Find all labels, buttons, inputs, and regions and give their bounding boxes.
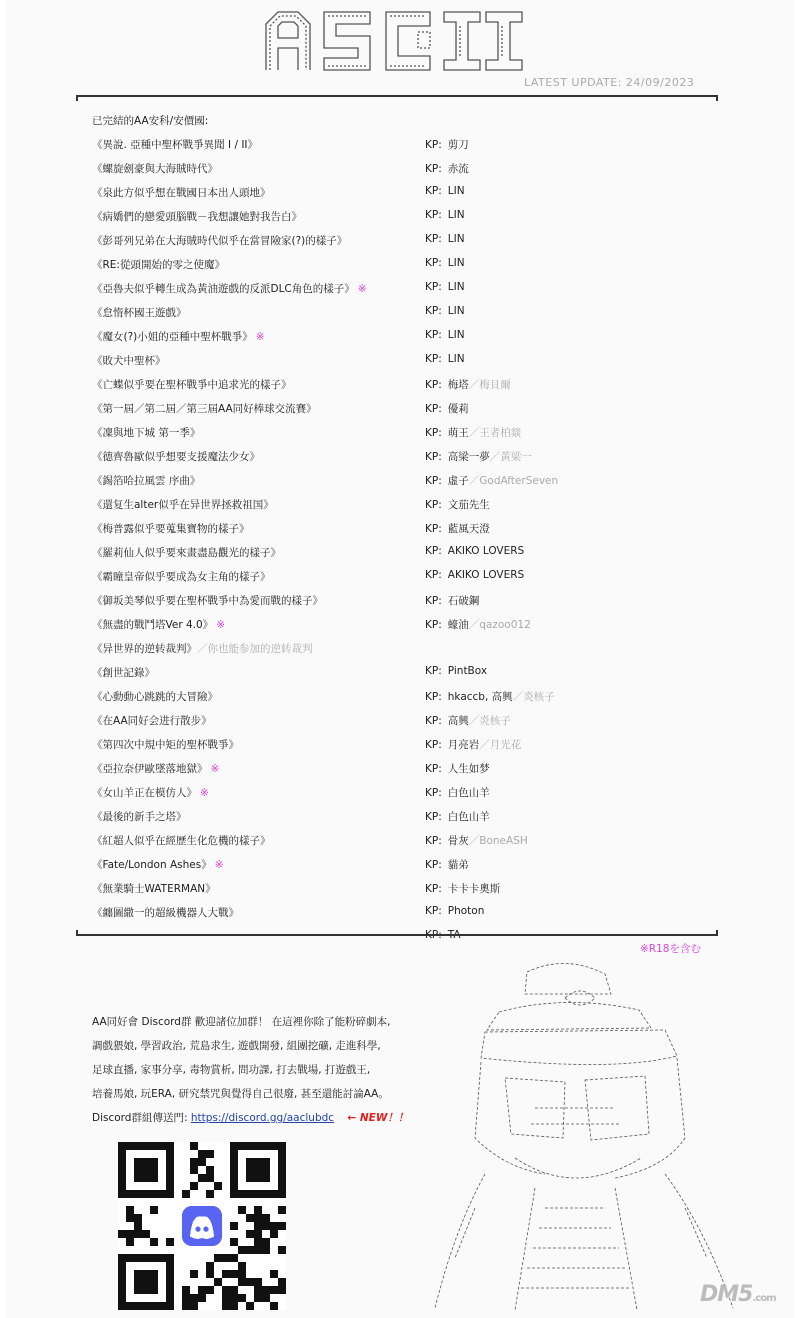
entry-title-text: 《梅普露似乎要蒐集寶物的樣子》: [92, 523, 250, 535]
author-name: LIN: [447, 257, 465, 269]
list-item: [0, 905, 800, 929]
entry-author: [425, 569, 524, 581]
kp-label: KP:: [425, 569, 442, 581]
entry-title-text: 《螺旋劍豪與大海賊時代》: [92, 163, 218, 175]
entry-title[interactable]: [92, 473, 200, 488]
r18-mark: ※: [214, 859, 224, 871]
kp-label: KP:: [425, 715, 442, 727]
list-item: [0, 185, 800, 209]
entry-author: [425, 689, 555, 704]
entry-title-text: 《創世記錄》: [92, 667, 155, 679]
entry-title-text: 《亞拉奈伊歐墜落地獄》: [92, 763, 208, 775]
entry-author: [425, 737, 521, 752]
list-item: [0, 737, 800, 761]
author-name: 優莉: [447, 403, 469, 415]
entry-title[interactable]: [92, 521, 250, 536]
entry-author: [425, 761, 490, 776]
author-alias: ／炎核子: [512, 691, 555, 703]
ascii-art-illustration: [415, 958, 745, 1310]
entry-subtitle-text: 你也能参加的逆转裁判: [207, 643, 313, 655]
author-alias: ／qazoo012: [468, 619, 531, 631]
entry-author: [425, 617, 531, 632]
entry-title[interactable]: [92, 809, 187, 824]
entry-title-text: 《德齊魯歐似乎想要支援魔法少女》: [92, 451, 260, 463]
entry-author: [425, 809, 490, 824]
entry-title-text: 《御坂美琴似乎要在聖杯戰爭中為愛而戰的樣子》: [92, 595, 323, 607]
list-item: [0, 713, 800, 737]
discord-line-4: 培養馬娘, 玩ERA, 研究禁咒與覺得自己很廢, 甚至還能討論AA。: [92, 1088, 389, 1100]
author-alias-text: 炎核子: [479, 715, 511, 727]
entry-title[interactable]: [92, 545, 281, 560]
entry-title[interactable]: [92, 737, 239, 752]
author-alias-text: 炎核子: [523, 691, 555, 703]
author-alias-text: 王者柏燚: [479, 427, 522, 439]
author-name: 石破鋼: [447, 595, 480, 607]
entry-author: [425, 881, 500, 896]
entry-title[interactable]: [92, 497, 274, 512]
entry-title[interactable]: [92, 857, 224, 872]
entry-subtitle: ／你也能参加的逆转裁判: [197, 643, 313, 655]
entry-title-text: 《霸瞳皇帝似乎要成為女主角的樣子》: [92, 571, 271, 583]
author-name: LIN: [447, 353, 465, 365]
entry-title[interactable]: [92, 617, 225, 632]
author-alias-text: BoneASH: [479, 835, 528, 847]
author-alias-text: 月光花: [489, 739, 522, 751]
entry-author: [425, 233, 465, 245]
entry-title[interactable]: [92, 425, 200, 440]
entry-title-text: 《無業騎士WATERMAN》: [92, 883, 216, 895]
top-divider: [76, 95, 718, 97]
entry-title[interactable]: [92, 713, 212, 728]
kp-label: KP:: [425, 427, 442, 439]
kp-label: KP:: [425, 595, 442, 607]
entry-title[interactable]: [92, 353, 166, 368]
entry-author: [425, 857, 469, 872]
list-item: [0, 497, 800, 521]
kp-label: KP:: [425, 883, 442, 895]
entry-title-text: 《第四次中規中矩的聖杯戰爭》: [92, 739, 239, 751]
author-name: 貓弟: [447, 859, 469, 871]
author-alias-text: 梅貝爾: [479, 379, 511, 391]
author-name: 虛子: [447, 475, 469, 487]
kp-label: KP:: [425, 353, 442, 365]
r18-mark: ※: [255, 331, 265, 343]
entry-title-text: 《第一屆／第二屆／第三屆AA同好棒球交流賽》: [92, 403, 317, 415]
discord-qr-code[interactable]: [118, 1142, 286, 1310]
author-name: 白色山羊: [447, 787, 490, 799]
entry-author: [425, 257, 465, 269]
author-name: 高興: [447, 715, 469, 727]
list-item: [0, 137, 800, 161]
list-item: [0, 233, 800, 257]
entry-author: [425, 185, 465, 197]
discord-logo-icon: [182, 1206, 222, 1246]
entry-title-text: 《最後的新手之塔》: [92, 811, 187, 823]
entry-author: [425, 785, 490, 800]
list-item: [0, 257, 800, 281]
author-name: 梅塔: [447, 379, 469, 391]
watermark-brand: DM5: [700, 1282, 753, 1307]
kp-label: KP:: [425, 739, 442, 751]
author-alias: ／月光花: [479, 739, 522, 751]
entry-title-text: 《敗犬中聖杯》: [92, 355, 166, 367]
author-name: 骨灰: [447, 835, 469, 847]
entry-title[interactable]: [92, 665, 155, 680]
list-item: [0, 329, 800, 353]
discord-invite-link[interactable]: https://discord.gg/aaclubdc: [190, 1112, 335, 1124]
author-name: 蠔油: [447, 619, 469, 631]
discord-link-label: Discord群組傳送門:: [92, 1112, 188, 1124]
kp-label: KP:: [425, 811, 442, 823]
entry-author: [425, 305, 465, 317]
entry-author: [425, 329, 465, 341]
latest-update: LATEST UPDATE: 24/09/2023: [524, 76, 695, 89]
entry-author: [425, 497, 490, 512]
author-name: AKIKO LOVERS: [447, 545, 525, 557]
list-item: [0, 209, 800, 233]
entry-title-text: 《女山羊正在模仿人》: [92, 787, 197, 799]
entry-title[interactable]: [92, 377, 292, 392]
list-item: [0, 473, 800, 497]
author-alias-text: GodAfterSeven: [479, 475, 559, 487]
r18-mark: ※: [357, 283, 367, 295]
author-name: LIN: [447, 209, 465, 221]
entry-title-text: 《泉此方似乎想在戰國日本出人頭地》: [92, 187, 271, 199]
list-item: [0, 761, 800, 785]
entry-title-text: 《RE:從頭開始的零之使魔》: [92, 259, 225, 271]
list-item: [0, 281, 800, 305]
list-item: [0, 401, 800, 425]
kp-label: KP:: [425, 209, 442, 221]
entry-title-text: 《Fate/London Ashes》: [92, 859, 212, 871]
entry-title[interactable]: [92, 233, 347, 248]
entry-title[interactable]: [92, 449, 260, 464]
author-name: AKIKO LOVERS: [447, 569, 525, 581]
author-name: 文茄先生: [447, 499, 490, 511]
entry-author: [425, 521, 490, 536]
kp-label: KP:: [425, 905, 442, 917]
r18-mark: ※: [200, 787, 209, 799]
watermark-logo: [700, 1282, 776, 1307]
kp-label: KP:: [425, 665, 442, 677]
entry-author: [425, 665, 487, 677]
list-item: [0, 689, 800, 713]
entry-title-text: 《還复生alter似乎在异世界拯救祖国》: [92, 499, 274, 511]
author-alias-text: qazoo012: [479, 619, 531, 631]
entry-title[interactable]: [92, 281, 367, 296]
kp-label: KP:: [425, 403, 442, 415]
author-alias: ／GodAfterSeven: [468, 475, 559, 487]
entry-title-text: 《亞魯夫似乎轉生成為黃油遊戲的反派DLC角色的樣子》: [92, 283, 355, 295]
kp-label: KP:: [425, 619, 442, 631]
kp-label: KP:: [425, 787, 442, 799]
discord-line-1: AA同好會 Discord群 歡迎諸位加群！ 在這裡你除了能粉碎劇本,: [92, 1016, 391, 1028]
author-alias-text: 黃梁一: [500, 451, 532, 463]
ascii-logo: [258, 8, 528, 74]
author-name: 人生如梦: [447, 763, 490, 775]
list-item: [0, 809, 800, 833]
entry-title-text: 《異說. 亞種中聖杯戰爭異聞 I / II》: [92, 139, 259, 151]
watermark-suffix: .com: [752, 1293, 776, 1304]
entry-title[interactable]: [92, 785, 209, 800]
entry-title[interactable]: [92, 833, 271, 848]
r18-note: ※R18を含む: [640, 943, 701, 955]
kp-label: KP:: [425, 185, 442, 197]
author-name: Photon: [447, 905, 485, 917]
entry-title[interactable]: [92, 209, 302, 224]
author-name: LIN: [447, 305, 465, 317]
entry-title[interactable]: [92, 305, 187, 320]
entry-author: [425, 281, 465, 293]
list-item: [0, 545, 800, 569]
entry-title[interactable]: [92, 257, 225, 272]
discord-link-row: [92, 1110, 408, 1125]
entry-title[interactable]: [92, 761, 219, 776]
kp-label: KP:: [425, 499, 442, 511]
r18-mark: ※: [216, 619, 225, 631]
author-name: 赤流: [447, 163, 469, 175]
entry-title[interactable]: [92, 689, 218, 704]
kp-label: KP:: [425, 329, 442, 341]
author-name: hkaccb, 高興: [447, 691, 513, 703]
kp-label: KP:: [425, 281, 442, 293]
kp-label: KP:: [425, 257, 442, 269]
author-name: LIN: [447, 329, 465, 341]
entry-title-text: 《羅莉仙人似乎要來畫盡島觀光的樣子》: [92, 547, 281, 559]
list-item: [0, 881, 800, 905]
author-alias: ／BoneASH: [468, 835, 528, 847]
author-name: 萌王: [447, 427, 469, 439]
entry-author: [425, 833, 528, 848]
list-item: [0, 785, 800, 809]
entry-author: [425, 377, 511, 392]
kp-label: KP:: [425, 545, 442, 557]
entry-title[interactable]: [92, 137, 258, 152]
entry-title-text: 《异世界的逆转裁判》: [92, 643, 197, 655]
list-heading: 已完結的AA安科/安價國:: [92, 115, 209, 127]
entry-title-text: 《彭哥列兄弟在大海賊時代似乎在當冒險家(?)的樣子》: [92, 235, 348, 247]
list-item: [0, 521, 800, 545]
kp-label: KP:: [425, 475, 442, 487]
kp-label: KP:: [425, 233, 442, 245]
list-item: [0, 569, 800, 593]
logo-text: ASCII: [258, 8, 261, 9]
entry-author: [425, 545, 524, 557]
entry-title-text: 《錫箔哈拉風雲 序曲》: [92, 475, 201, 487]
list-item: [0, 305, 800, 329]
kp-label: KP:: [425, 163, 442, 175]
kp-label: KP:: [425, 835, 442, 847]
kp-label: KP:: [425, 763, 442, 775]
entry-author: [425, 209, 465, 221]
entry-author: [425, 449, 532, 464]
author-name: 月亮岩: [447, 739, 480, 751]
entry-title[interactable]: [92, 881, 216, 896]
list-item: [0, 353, 800, 377]
author-name: 白色山羊: [447, 811, 490, 823]
new-badge: ← NEW！！: [347, 1112, 409, 1124]
entry-title[interactable]: [92, 161, 218, 176]
entry-author: [425, 713, 511, 728]
entry-title[interactable]: [92, 593, 323, 608]
entry-author: [425, 593, 479, 608]
entry-title-text: 《凜與地下城 第一季》: [92, 427, 201, 439]
entry-author: [425, 161, 469, 176]
list-item: [0, 857, 800, 881]
entry-title-text: 《纏圖繖一的超級機器人大戰》: [92, 907, 239, 919]
entry-title[interactable]: [92, 905, 239, 920]
discord-line-2: 調戲猥娘, 學習政治, 荒島求生, 遊戲開發, 組團挖礦, 走進科學,: [92, 1040, 381, 1052]
kp-label: KP:: [425, 139, 442, 151]
list-item: [0, 161, 800, 185]
list-item: [0, 449, 800, 473]
author-name: 卡卡卡奧斯: [447, 883, 501, 895]
author-name: 藍風天澄: [447, 523, 490, 535]
entry-title-text: 《紅超人似乎在經歷生化危機的樣子》: [92, 835, 271, 847]
entry-title[interactable]: [92, 641, 313, 656]
entry-title-text: 《病嬌們的戀愛頭腦戰－我想讓她對我告白》: [92, 211, 302, 223]
list-item: [0, 665, 800, 689]
r18-mark: ※: [210, 763, 220, 775]
list-item: [0, 593, 800, 617]
author-name: 剪刀: [447, 139, 469, 151]
list-item: [0, 377, 800, 401]
entry-title[interactable]: [92, 569, 271, 584]
author-alias: ／黃梁一: [489, 451, 532, 463]
entry-title-text: 《亡蝶似乎要在聖杯戰爭中追求光的樣子》: [92, 379, 292, 391]
kp-label: KP:: [425, 451, 442, 463]
list-item: [0, 425, 800, 449]
entry-title-text: 《無盡的戰鬥塔Ver 4.0》: [92, 619, 214, 631]
list-item: [0, 641, 800, 665]
entry-author: [425, 473, 558, 488]
list-item: [0, 617, 800, 641]
kp-label: KP:: [425, 523, 442, 535]
entry-author: [425, 425, 521, 440]
bottom-divider: [76, 934, 718, 936]
author-name: LIN: [447, 233, 465, 245]
entry-title[interactable]: [92, 401, 317, 416]
entry-title-text: 《在AA同好会进行散步》: [92, 715, 212, 727]
entry-author: [425, 905, 484, 917]
kp-label: KP:: [425, 305, 442, 317]
entry-author: [425, 353, 465, 365]
kp-label: KP:: [425, 691, 442, 703]
author-alias: ／王者柏燚: [468, 427, 522, 439]
kp-label: KP:: [425, 859, 442, 871]
entry-author: [425, 137, 469, 152]
list-item: [0, 833, 800, 857]
kp-label: KP:: [425, 379, 442, 391]
entry-title[interactable]: [92, 329, 265, 344]
discord-line-3: 足球直播, 家事分享, 毒物賞析, 問功課, 打去戰場, 打遊戲王,: [92, 1064, 371, 1076]
entry-title-text: 《心動動心跳跳的大冒險》: [92, 691, 218, 703]
author-alias: ／梅貝爾: [468, 379, 511, 391]
entry-author: [425, 401, 469, 416]
entry-title-text: 《怠惰杯國王遊戲》: [92, 307, 187, 319]
entry-title[interactable]: [92, 185, 271, 200]
author-alias: ／炎核子: [468, 715, 511, 727]
author-name: LIN: [447, 185, 465, 197]
entry-title-text: 《魔女(?)小姐的亞種中聖杯戰爭》: [92, 331, 253, 343]
author-name: PintBox: [447, 665, 488, 677]
author-name: LIN: [447, 281, 465, 293]
author-name: 高梁一夢: [447, 451, 490, 463]
